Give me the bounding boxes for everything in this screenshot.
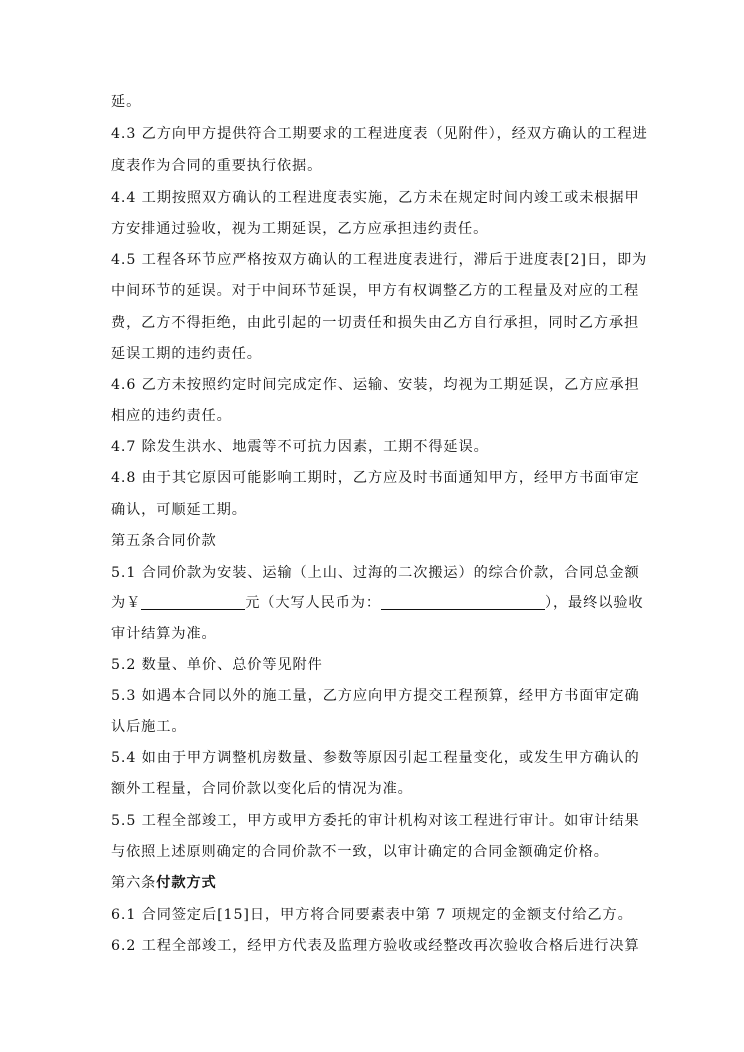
section-title: 付款方式 bbox=[156, 875, 217, 891]
text-line: 4.6 乙方未按照约定时间完成定作、运输、安装，均视为工期延误，乙方应承担 bbox=[111, 377, 640, 393]
text-line: 6.1 合同签定后[15]日，甲方将合同要素表中第 7 项规定的金额支付给乙方。 bbox=[111, 907, 633, 923]
text-line: 费，乙方不得拒绝，由此引起的一切责任和损失由乙方自行承担，同时乙方承担 bbox=[111, 315, 640, 331]
text-line: 5.3 如遇本合同以外的施工量，乙方应向甲方提交工程预算，经甲方书面审定确 bbox=[111, 688, 640, 704]
text-line: 5.5 工程全部竣工，甲方或甲方委托的审计机构对该工程进行审计。如审计结果 bbox=[111, 813, 640, 829]
text-line: 5.1 合同价款为安装、运输（上山、过海的二次搬运）的综合价款，合同总金额 bbox=[111, 565, 640, 581]
text-line: 审计结算为准。 bbox=[111, 626, 217, 642]
amount-mid: 元（大写人民币为： bbox=[245, 595, 381, 611]
text-line: 5.4 如由于甲方调整机房数量、参数等原因引起工程量变化，或发生甲方确认的 bbox=[111, 750, 640, 766]
text-line: 6.2 工程全部竣工，经甲方代表及监理方验收或经整改再次验收合格后进行决算 bbox=[111, 938, 640, 954]
text-line: 额外工程量，合同价款以变化后的情况为准。 bbox=[111, 781, 413, 797]
section-heading: 第五条合同价款 bbox=[111, 533, 217, 549]
amount-suffix: ），最终以验收 bbox=[544, 595, 644, 611]
amount-line bbox=[111, 593, 644, 613]
section-number: 第六条 bbox=[111, 875, 157, 891]
text-line: 相应的违约责任。 bbox=[111, 408, 232, 424]
text-line: 4.7 除发生洪水、地震等不可抗力因素，工期不得延误。 bbox=[111, 439, 489, 455]
text-line: 度表作为合同的重要执行依据。 bbox=[111, 158, 323, 174]
section-heading bbox=[111, 873, 217, 893]
text-line: 4.8 由于其它原因可能影响工期时，乙方应及时书面通知甲方，经甲方书面审定 bbox=[111, 470, 640, 486]
text-line: 延。 bbox=[111, 94, 142, 110]
amount-words-blank bbox=[381, 593, 545, 610]
text-line: 延误工期的违约责任。 bbox=[111, 346, 262, 362]
text-line: 4.4 工期按照双方确认的工程进度表实施，乙方未在规定时间内竣工或未根据甲 bbox=[111, 190, 640, 206]
amount-blank bbox=[141, 593, 245, 610]
text-line: 中间环节的延误。对于中间环节延误，甲方有权调整乙方的工程量及对应的工程 bbox=[111, 283, 640, 299]
text-line: 5.2 数量、单价、总价等见附件 bbox=[111, 657, 323, 673]
text-line: 4.3 乙方向甲方提供符合工期要求的工程进度表（见附件），经双方确认的工程进 bbox=[111, 126, 648, 142]
text-line: 方安排通过验收，视为工期延误，乙方应承担违约责任。 bbox=[111, 221, 489, 237]
text-line: 确认，可顺延工期。 bbox=[111, 502, 247, 518]
text-line: 认后施工。 bbox=[111, 719, 187, 735]
text-line: 4.5 工程各环节应严格按双方确认的工程进度表进行，滞后于进度表[2]日，即为 bbox=[111, 252, 648, 268]
amount-prefix: 为￥ bbox=[111, 595, 142, 611]
text-line: 与依照上述原则确定的合同价款不一致，以审计确定的合同金额确定价格。 bbox=[111, 844, 609, 860]
